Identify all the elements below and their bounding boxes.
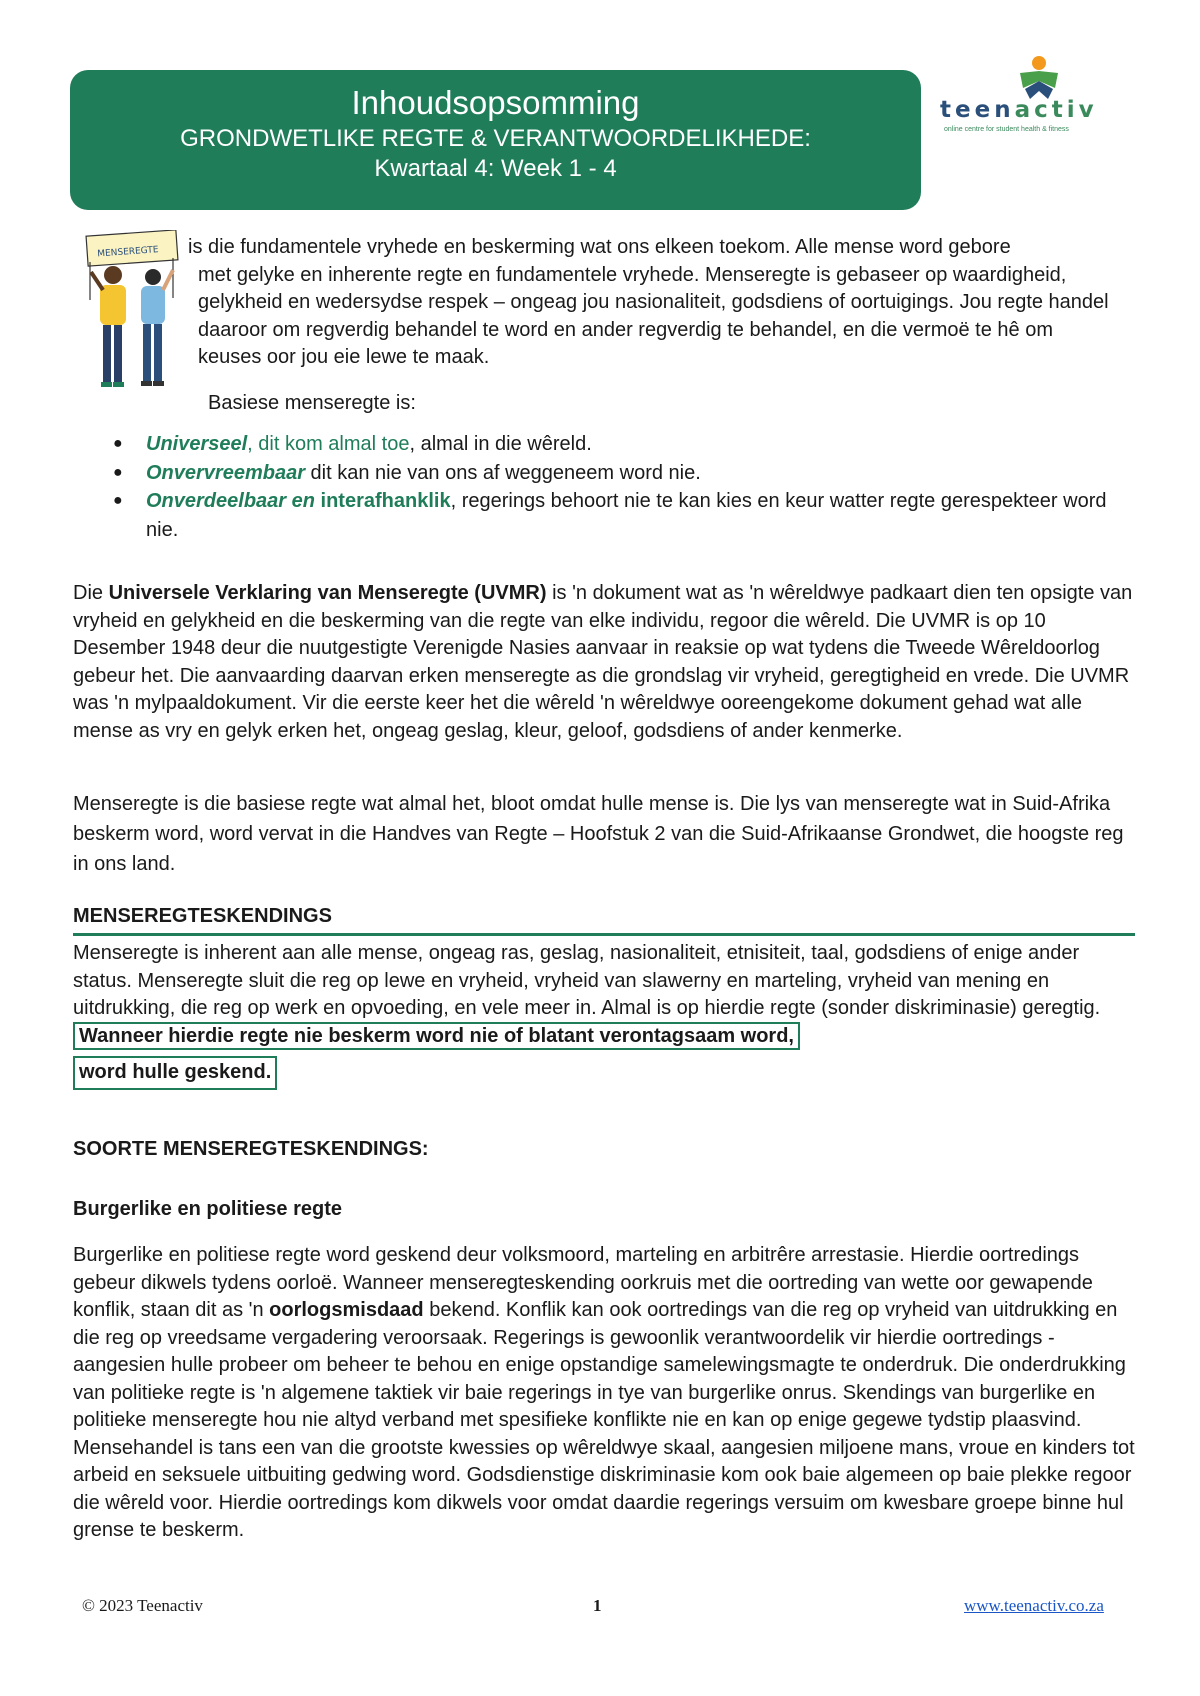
list-item: ● Universeel, dit kom almal toe, almal in die wêreld. [108,430,1128,459]
bullet-icon: ● [113,435,123,452]
teenactiv-logo [935,55,1145,135]
uvmr-term: Universele Verklaring van Menseregte (UVMR) [108,582,547,604]
intro-continuation: met gelyke en inherente regte en fundamentele vryhede. Menseregte is gebaseer op waardigheid, gelykheid en wedersydse respek – ongeag jou nasionaliteit, godsdiens of oortuigings. Jou regte handel daaroor om regverdig behandel te word en ander regverdig te behandel, en die vermoë te hê om keuses oor jou eie lewe te maak. [198,263,1109,368]
subheading-civil-political: Burgerlike en politiese regte [73,1198,342,1220]
list-item: ● Onverdeelbaar en interafhanklik, regerings behoort nie te kan kies en keur watter regte gerespekteer word nie. [108,487,1128,544]
list-item: ● Onvervreembaar dit kan nie van ons af weggeneem word nie. [108,459,1128,488]
basic-rights-label: Basiese menseregte is: [208,392,416,414]
human-rights-paragraph: Menseregte is die basiese regte wat almal het, bloot omdat hulle mense is. Die lys van menseregte wat in Suid-Afrika beskerm word, word vervat in die Handves van Regte – Hoofstuk 2 van die Suid-Afrikaanse Grondwet, die hoogste reg in ons land. [73,793,1124,875]
page-number: 1 [593,1596,602,1615]
page-title: Inhoudsopsomming [351,84,640,121]
logo-tagline: online centre for student health & fitness [944,126,1069,133]
section-heading-types: SOORTE MENSEREGTESKENDINGS: [73,1138,429,1160]
footer-copyright: © 2023 Teenactiv [82,1596,203,1615]
intro-paragraph [188,234,1118,372]
logo-figure-icon [935,55,1145,100]
war-crime-term: oorlogsmisdaad [269,1299,424,1321]
violations-paragraph: Menseregte is inherent aan alle mense, ongeag ras, geslag, nasionaliteit, etnisiteit, taal, godsdiens of enige ander status. Menseregte sluit die reg op lewe en vryheid, vryheid van slawerny en marteling, vryheid van mening en uitdrukking, die reg op werk en opvoeding, en vele meer in. Almal is op hierdie regte (sonder diskriminasie) geregtig. Wanneer hierdie regte nie beskerm word nie of blatant verontagsaam word, word hulle geskend. [73,940,1143,1090]
basic-rights-list [108,430,1128,544]
bullet-icon: ● [113,463,123,481]
protest-illustration-icon [75,230,185,405]
logo-wordmark: teenactiv [940,97,1098,123]
highlight-box: Wanneer hierdie regte nie beskerm word nie of blatant verontagsaam word, [73,1022,800,1050]
sign-text: MENSEREGTE [97,245,159,260]
intro-first-line: is die fundamentele vryhede en beskerming wat ons elkeen toekom. Alle mense word gebore [188,236,1011,258]
section-heading-violations: MENSEREGTESKENDINGS [73,905,332,927]
footer-website-link[interactable]: www.teenactiv.co.za [964,1596,1104,1615]
bullet-icon: ● [113,492,123,509]
page-subtitle: GRONDWETLIKE REGTE & VERANTWOORDELIKHEDE: [180,125,811,152]
highlight-box: word hulle geskend. [73,1056,277,1090]
section-divider [73,933,1135,936]
term-label: Kwartaal 4: Week 1 - 4 [374,155,617,182]
uvmr-paragraph: Die Universele Verklaring van Menseregte (UVMR) is 'n dokument wat as 'n wêreldwye padkaart dien ten opsigte van vryheid en gelykheid en die beskerming van die regte van elke individu, regoor die wêreld. Die UVMR is op 10 Desember 1948 deur die nuutgestigte Verenigde Nasies aanvaar in reaksie op wat tydens die Tweede Wêreldoorlog gebeur het. Die aanvaarding daarvan erken menseregte as die grondslag vir vryheid, geregtigheid en vrede. Die UVMR was 'n mylpaaldokument. Vir die eerste keer het die wêreld 'n wêreldwye ooreengekome dokument gehad wat alle mense as vry en gelyk erken het, ongeag geslag, kleur, geloof, godsdiens of ander kenmerke. [73,582,1133,742]
civil-political-paragraph: Burgerlike en politiese regte word geskend deur volksmoord, marteling en arbitrêre arrestasie. Hierdie oortredings gebeur dikwels tydens oorloë. Wanneer menseregteskending oorkruis met die oortreding van wette oor gewapende konflik, staan dit as 'n oorlogsmisdaad bekend. Konflik kan ook oortredings van die reg op vryheid van uitdrukking en die reg op vreedsame vergadering veroorsaak. Regerings is gewoonlik verantwoordelik vir hierdie oortredings - aangesien hulle probeer om beheer te behou en enige opstandige samelewingsmagte te onderdruk. Die onderdrukking van politieke regte is 'n algemene taktiek vir baie regerings in tye van burgerlike onrus. Skendings van burgerlike en politieke menseregte hou nie altyd verband met spesifieke konflikte nie en kan op enige gegewe tydstip plaasvind. Mensehandel is tans een van die grootste kwessies op wêreldwye skaal, aangesien miljoene mans, vroue en kinders tot arbeid en seksuele uitbuiting gedwing word. Godsdienstige diskriminasie kom ook baie algemeen op baie plekke regoor die wêreld voor. Hierdie oortredings kom dikwels voor omdat daardie regerings versuim om kwesbare groepe binne hul grense te beskerm. [73,1244,1135,1541]
title-banner [70,70,921,210]
